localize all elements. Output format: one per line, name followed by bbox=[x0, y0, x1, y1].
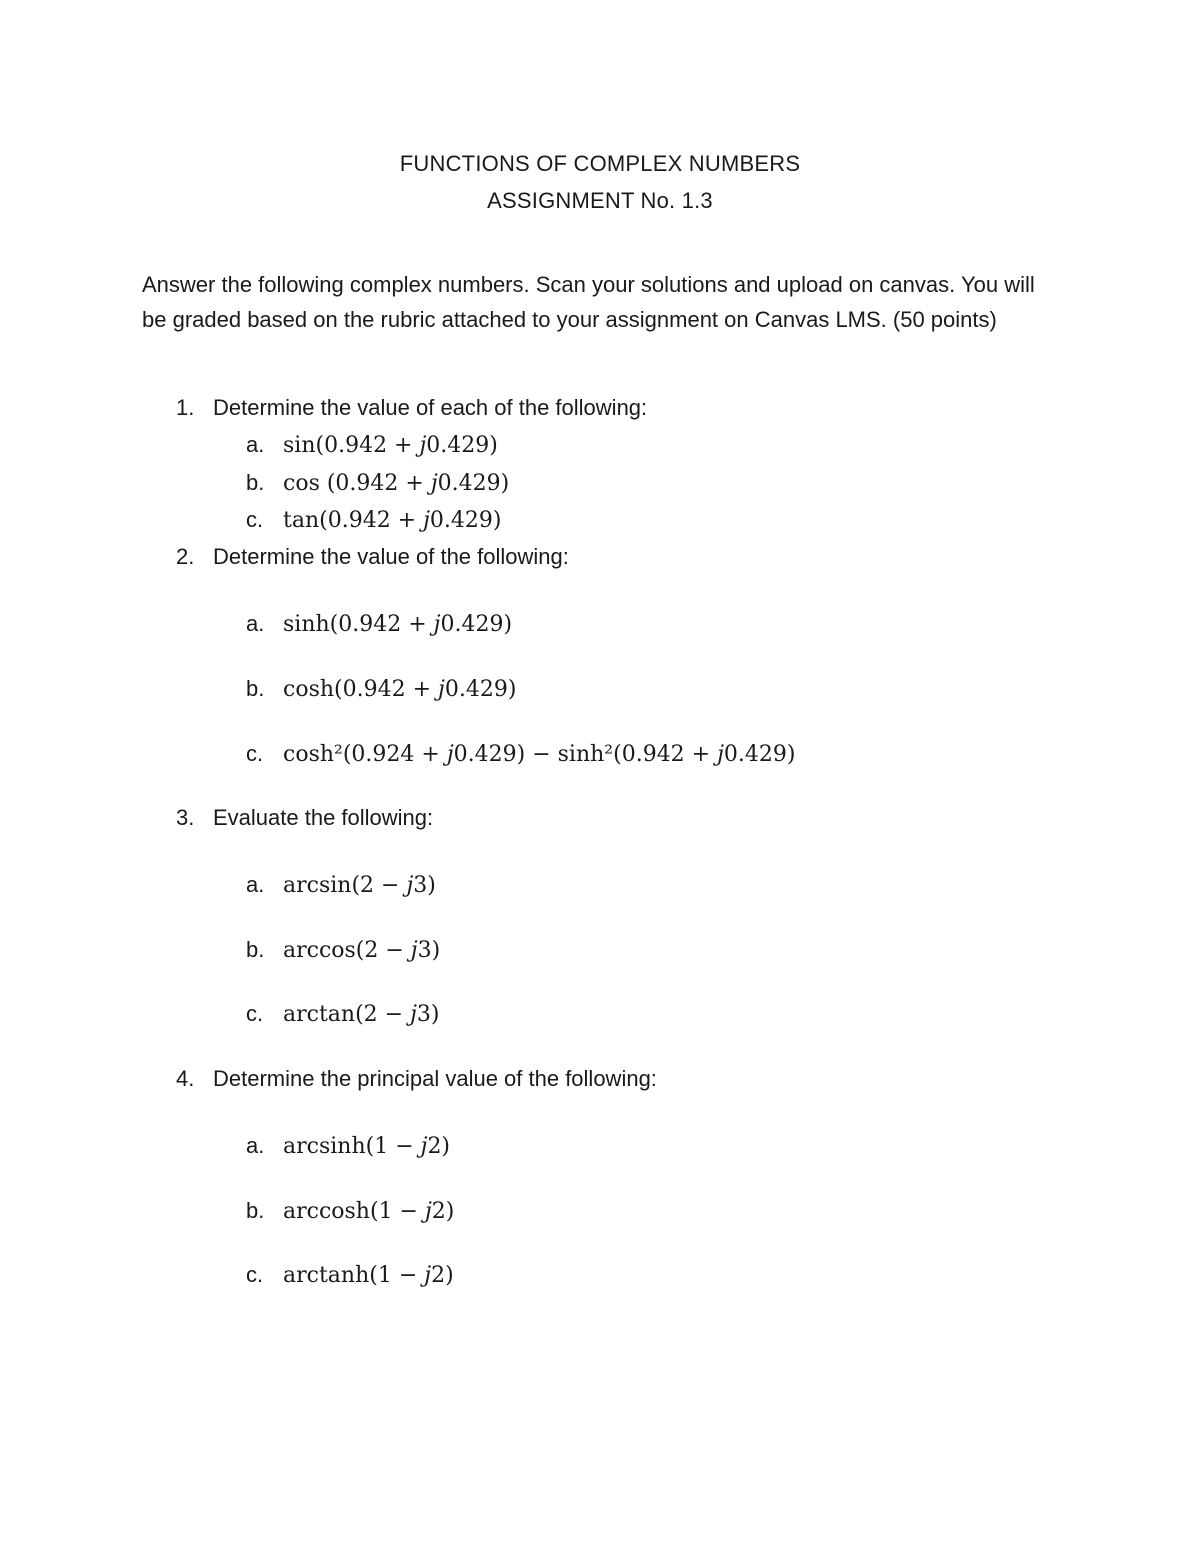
item-letter: b. bbox=[246, 470, 265, 495]
instructions-paragraph: Answer the following complex numbers. Scan your solutions and upload on canvas. You will be graded based on the rubric attached to your assignment on Canvas LMS. (50 points) bbox=[142, 272, 1035, 332]
question-text: Evaluate the following: bbox=[213, 805, 434, 830]
question-text: Determine the value of the following: bbox=[213, 544, 569, 569]
math-expression: cosh²(0.924 + 𝑗0.429) − sinh²(0.942 + 𝑗0.429) bbox=[283, 742, 796, 767]
question-4-item-c bbox=[246, 1260, 454, 1291]
question-3-item-a bbox=[246, 870, 436, 901]
question-text: Determine the value of each of the following: bbox=[213, 395, 648, 420]
question-4 bbox=[176, 1064, 657, 1094]
title-block bbox=[0, 145, 1200, 219]
item-letter: a. bbox=[246, 872, 265, 897]
math-expression: sin(0.942 + 𝑗0.429) bbox=[283, 433, 498, 458]
item-letter: c. bbox=[246, 1001, 264, 1026]
question-3 bbox=[176, 803, 433, 833]
math-expression: sinh(0.942 + 𝑗0.429) bbox=[283, 612, 513, 637]
question-1-item-a bbox=[246, 430, 498, 461]
math-expression: cos (0.942 + 𝑗0.429) bbox=[283, 471, 510, 496]
question-4-item-b bbox=[246, 1196, 454, 1227]
question-text: Determine the principal value of the following: bbox=[213, 1066, 657, 1091]
assignment-number: ASSIGNMENT No. 1.3 bbox=[487, 188, 713, 213]
item-letter: c. bbox=[246, 507, 264, 532]
question-number: 2. bbox=[176, 544, 195, 569]
item-letter: a. bbox=[246, 432, 265, 457]
item-letter: c. bbox=[246, 1262, 264, 1287]
math-expression: arctan(2 − 𝑗3) bbox=[283, 1002, 440, 1027]
question-2-item-a bbox=[246, 609, 512, 640]
math-expression: arcsinh(1 − 𝑗2) bbox=[283, 1134, 451, 1159]
question-2 bbox=[176, 542, 569, 572]
item-letter: a. bbox=[246, 1133, 265, 1158]
math-expression: arccos(2 − 𝑗3) bbox=[283, 938, 441, 963]
math-expression: arcsin(2 − 𝑗3) bbox=[283, 873, 436, 898]
question-3-item-b bbox=[246, 935, 440, 966]
item-letter: b. bbox=[246, 676, 265, 701]
question-1 bbox=[176, 393, 647, 423]
math-expression: arccosh(1 − 𝑗2) bbox=[283, 1199, 455, 1224]
question-number: 4. bbox=[176, 1066, 195, 1091]
math-expression: tan(0.942 + 𝑗0.429) bbox=[283, 508, 502, 533]
question-2-item-b bbox=[246, 674, 516, 705]
item-letter: b. bbox=[246, 937, 265, 962]
question-number: 1. bbox=[176, 395, 195, 420]
question-1-item-c bbox=[246, 505, 502, 536]
item-letter: a. bbox=[246, 611, 265, 636]
math-expression: cosh(0.942 + 𝑗0.429) bbox=[283, 677, 517, 702]
question-1-item-b bbox=[246, 468, 509, 499]
question-2-item-c bbox=[246, 739, 796, 770]
document-title: FUNCTIONS OF COMPLEX NUMBERS bbox=[399, 151, 801, 176]
question-number: 3. bbox=[176, 805, 195, 830]
item-letter: b. bbox=[246, 1198, 265, 1223]
item-letter: c. bbox=[246, 741, 264, 766]
question-4-item-a bbox=[246, 1131, 450, 1162]
math-expression: arctanh(1 − 𝑗2) bbox=[283, 1263, 454, 1288]
question-3-item-c bbox=[246, 999, 439, 1030]
